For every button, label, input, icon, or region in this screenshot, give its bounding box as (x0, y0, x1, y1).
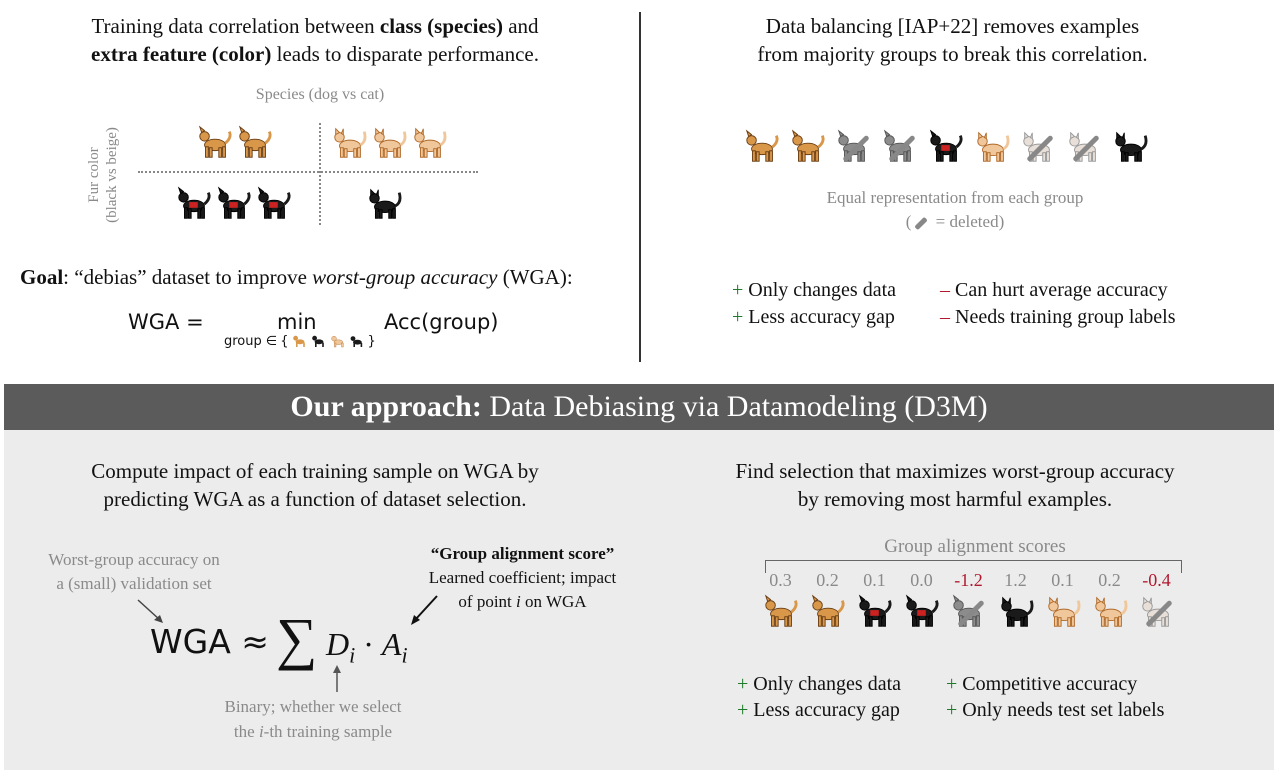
score-value: -1.2 (954, 570, 983, 590)
goal-statement: Goal: “debias” dataset to improve worst-group accuracy (WGA): (20, 265, 573, 289)
dog-icon (809, 593, 847, 631)
d3m-pros-col2 (946, 671, 1164, 723)
con-item: – Can hurt average accuracy (940, 279, 1168, 301)
deleted-cat-icon (1065, 128, 1103, 166)
pro-item: + Only needs test set labels (946, 699, 1165, 721)
black-dog-icon (903, 593, 941, 631)
quadrant-beige-cats (330, 124, 448, 162)
pro-item: + Competitive accuracy (946, 673, 1138, 695)
balanced-dataset-row (743, 128, 1149, 166)
quadrant-divider-vertical (319, 123, 321, 225)
scores-title: Group alignment scores (884, 536, 1066, 557)
dog-icon (762, 593, 800, 631)
wga-formula-subscript: group ∈ { } (224, 333, 376, 349)
pro-item: + Only changes data (732, 279, 897, 301)
axis-species-label: Species (dog vs cat) (255, 86, 385, 103)
score-value: 0.1 (1051, 570, 1074, 590)
balancing-pros (732, 277, 896, 331)
pro-item: + Less accuracy gap (737, 699, 900, 721)
balancing-caption: Equal representation from each group ( = deleted) (826, 188, 1084, 231)
score-value: 0.3 (769, 570, 792, 590)
cat-icon (973, 128, 1011, 166)
score-value: 0.0 (910, 570, 933, 590)
black-dog-icon (175, 185, 213, 223)
cat-icon (1091, 593, 1129, 631)
scores-row (757, 570, 1180, 591)
dog-icon (292, 333, 308, 349)
right-top-title: Data balancing [IAP+22] removes examples from majority groups to break this correlation. (757, 14, 1148, 66)
quadrant-black-cats (365, 185, 403, 223)
pencil-icon (915, 216, 928, 229)
balancing-cons (940, 277, 1176, 331)
deleted-cat-icon (1019, 128, 1057, 166)
approach-banner: Our approach: Data Debiasing via Datamodeling (D3M) (4, 384, 1274, 430)
axis-fur-color-label: Fur color (black vs beige) (86, 127, 120, 223)
black-dog-icon (311, 333, 327, 349)
black-cat-icon (997, 593, 1035, 631)
black-dog-icon (215, 185, 253, 223)
left-top-title: Training data correlation between class (species) and extra feature (color) leads to disparate performance. (91, 14, 539, 66)
arrow-icon (405, 590, 445, 630)
cat-icon (330, 333, 346, 349)
wga-formula-min: min (277, 310, 317, 334)
black-dog-icon (255, 185, 293, 223)
deleted-dog-icon (950, 593, 988, 631)
deleted-cat-icon (1138, 593, 1176, 631)
wga-formula-lhs: WGA = (128, 310, 204, 334)
cat-icon (330, 124, 368, 162)
formula-sum: ∑ (276, 606, 318, 671)
left-bottom-title: Compute impact of each training sample on WGA by predicting WGA as a function of dataset selection. (91, 459, 539, 511)
dog-icon (743, 128, 781, 166)
d3m-pros-col1 (737, 671, 901, 723)
wga-note: Worst-group accuracy on a (small) validation set (48, 550, 220, 593)
scored-dataset-row (762, 593, 1176, 631)
dog-icon (236, 124, 274, 162)
con-item: – Needs training group labels (940, 306, 1176, 328)
formula-wga-approx: WGA ≈ (150, 622, 269, 661)
cat-icon (1044, 593, 1082, 631)
score-value: 0.1 (863, 570, 886, 590)
quadrant-divider-horizontal (138, 171, 478, 173)
right-bottom-title: Find selection that maximizes worst-group accuracy by removing most harmful examples. (735, 459, 1175, 511)
dog-icon (196, 124, 234, 162)
arrow-icon (327, 664, 347, 694)
score-value: -0.4 (1142, 570, 1171, 590)
cat-icon (370, 124, 408, 162)
black-dog-icon (856, 593, 894, 631)
binary-note: Binary; whether we select the i-th training sample (224, 697, 402, 741)
group-alignment-score-note: “Group alignment score” Learned coefficient; impact of point i on WGA (428, 544, 617, 611)
quadrant-black-dogs (175, 185, 293, 223)
black-cat-icon (365, 185, 403, 223)
black-dog-icon (927, 128, 965, 166)
black-cat-icon (1111, 128, 1149, 166)
formula-terms: $D_i \cdot A_i$ (326, 626, 408, 668)
wga-formula-rhs: Acc(group) (384, 310, 499, 334)
deleted-dog-icon (835, 128, 873, 166)
section-divider (639, 12, 641, 362)
pro-item: + Less accuracy gap (732, 306, 895, 328)
black-cat-icon (349, 333, 365, 349)
cat-icon (410, 124, 448, 162)
pro-item: + Only changes data (737, 673, 902, 695)
score-value: 1.2 (1004, 570, 1027, 590)
quadrant-beige-dogs (196, 124, 274, 162)
score-value: 0.2 (816, 570, 839, 590)
deleted-dog-icon (881, 128, 919, 166)
score-value: 0.2 (1098, 570, 1121, 590)
dog-icon (789, 128, 827, 166)
